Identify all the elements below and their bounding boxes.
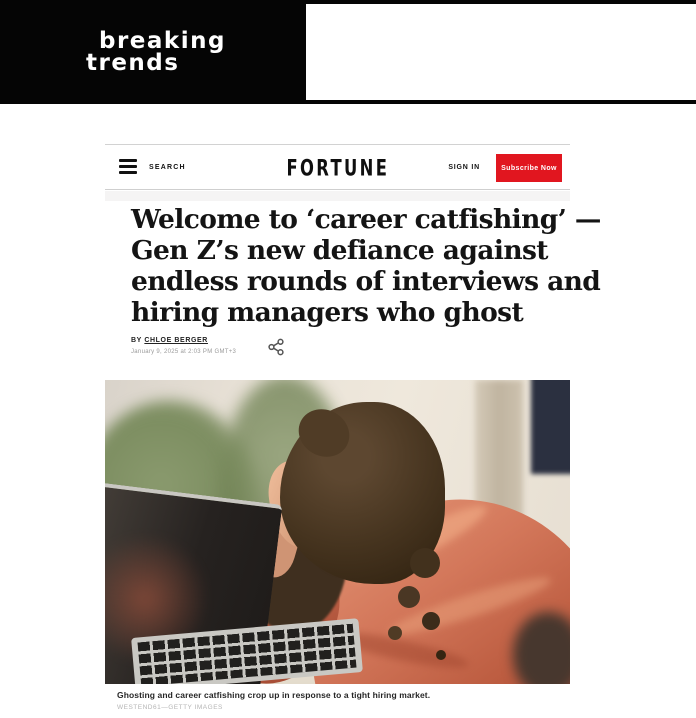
article-headline [131, 204, 601, 328]
byline [131, 337, 208, 344]
banner-bottom-rule [0, 100, 696, 104]
headline-line: Welcome to ‘career catfishing’ — [131, 204, 601, 235]
breaking-trends-logo-line2: trends [86, 50, 180, 76]
byline-prefix: BY [131, 337, 142, 344]
fortune-logo-text: FORTUNE [286, 155, 389, 181]
headline-line: endless rounds of interviews and [131, 266, 601, 297]
image-credit: WESTEND61—GETTY IMAGES [117, 704, 223, 711]
publish-date: January 9, 2025 at 2:03 PM GMT+3 [131, 349, 237, 355]
sign-in-button[interactable]: SIGN IN [448, 164, 480, 171]
dark-shape-top-right [531, 380, 570, 474]
image-caption: Ghosting and career catfishing crop up in response to a tight hiring market. [117, 690, 431, 700]
banner-black-block [0, 0, 306, 104]
hair-curls-right [410, 548, 440, 578]
breaking-trends-logo-line1: breaking [99, 28, 226, 54]
headline-line: Gen Z’s new defiance against [131, 235, 548, 266]
author-link[interactable]: CHLOE BERGER [144, 337, 208, 344]
headline-line: hiring managers who ghost [131, 297, 524, 328]
header-lower-band [105, 191, 570, 201]
search-button[interactable]: SEARCH [149, 164, 186, 171]
fortune-article-screenshot [105, 144, 601, 712]
share-icon[interactable] [267, 338, 285, 356]
article-hero-image [105, 380, 570, 684]
site-top-banner [0, 0, 696, 104]
subscribe-now-button[interactable]: Subscribe Now [496, 154, 562, 182]
fortune-header [105, 144, 570, 190]
